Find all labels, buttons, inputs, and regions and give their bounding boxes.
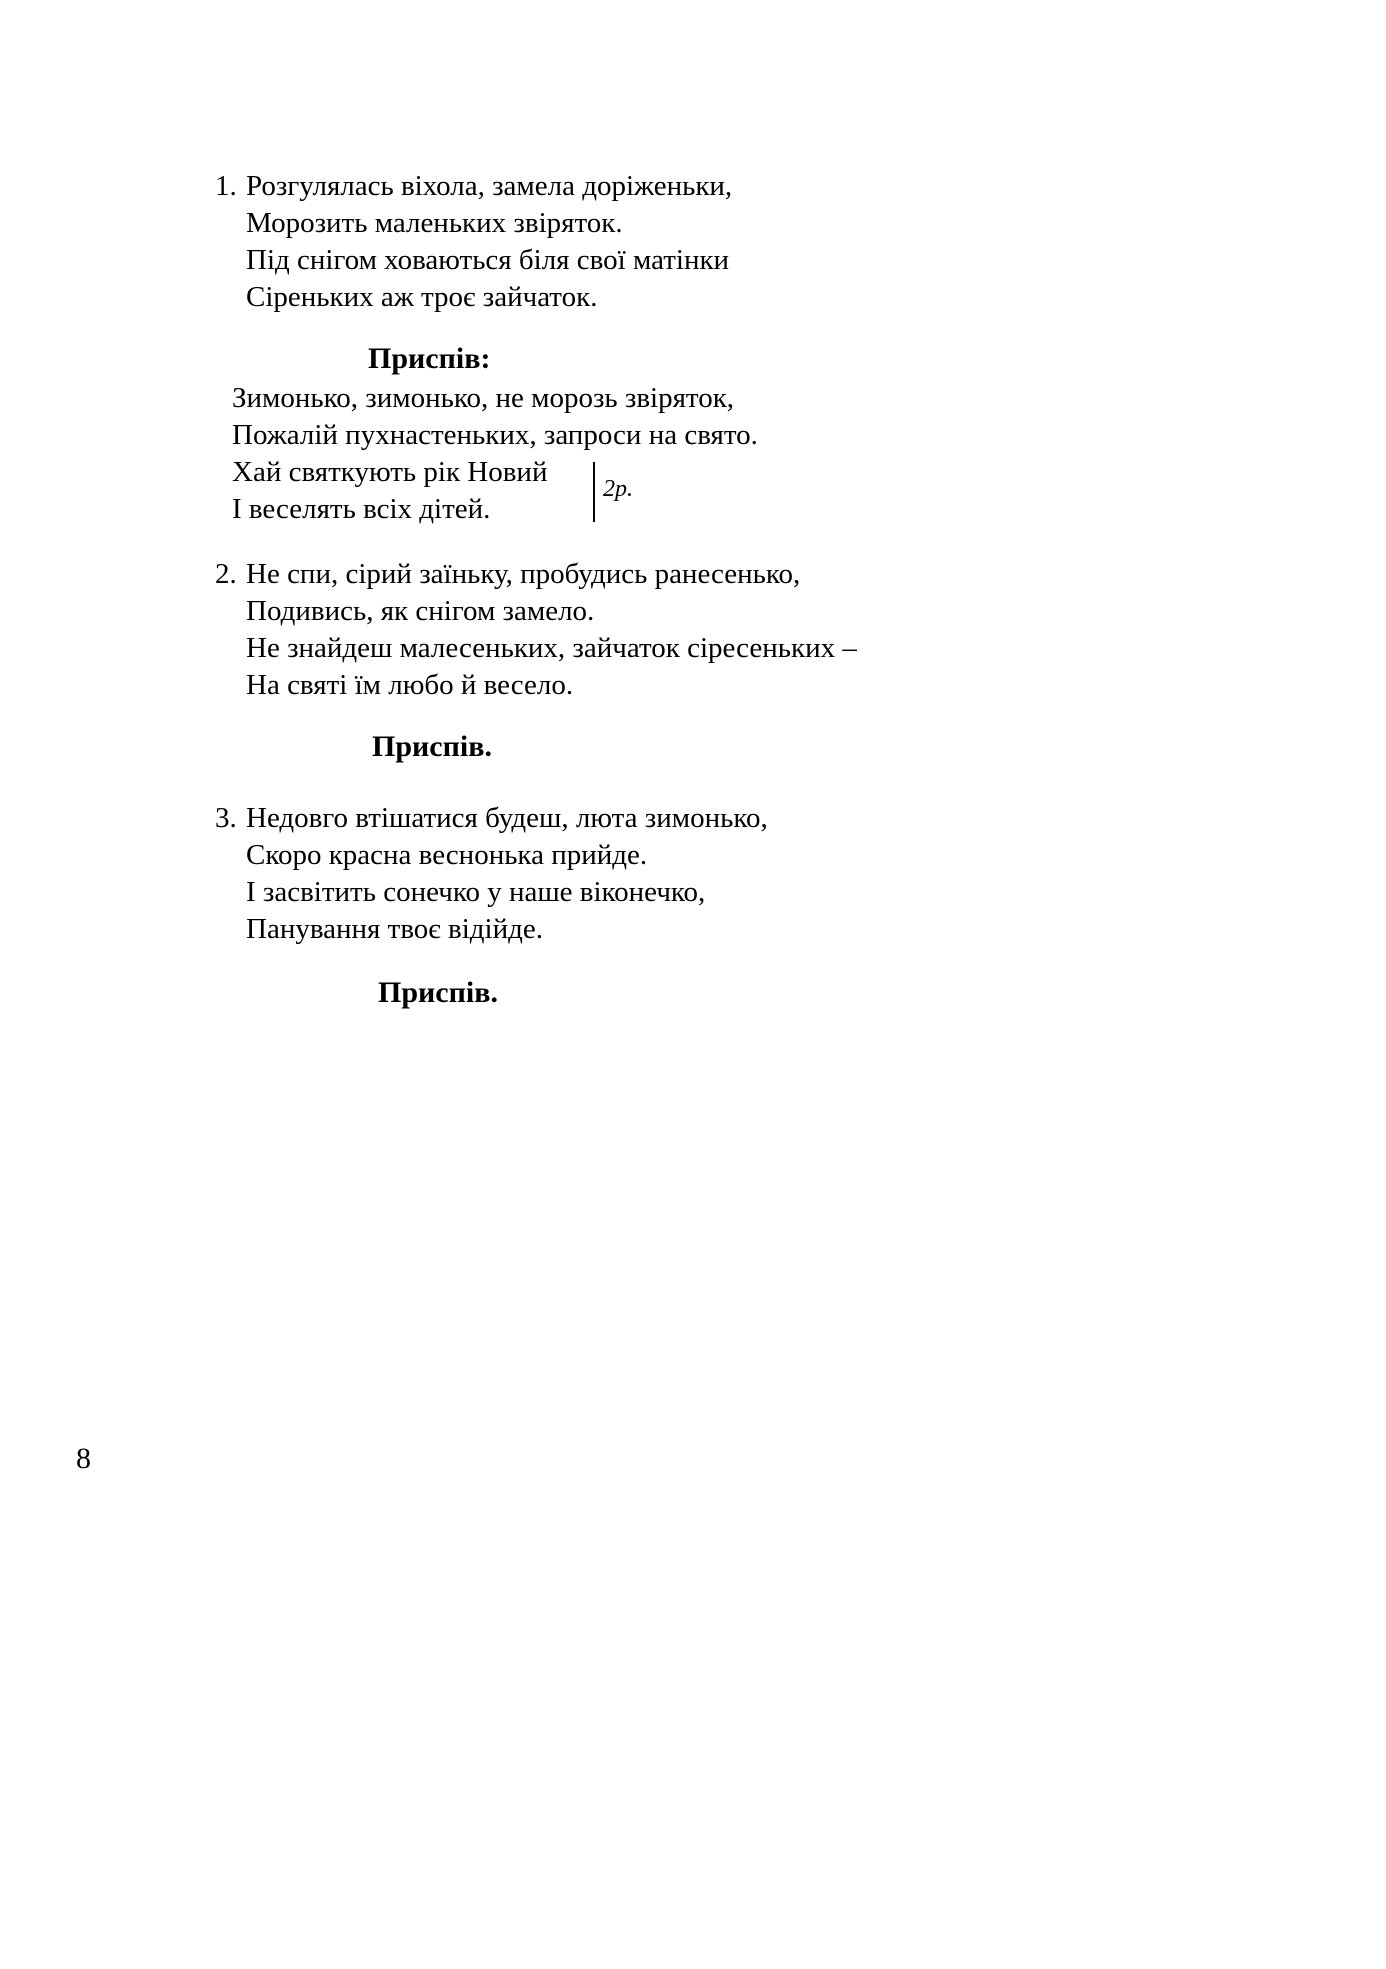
chorus-reference-2: Приспів. (372, 730, 492, 763)
verse-3 (215, 800, 768, 948)
chorus-line: І веселять всіх дітей. (232, 493, 491, 525)
verse-2 (215, 556, 857, 704)
chorus-heading: Приспів: (368, 342, 491, 375)
verse-line: На святі їм любо й весело. (246, 669, 574, 701)
verse-line: Не знайдеш малесеньких, зайчаток сіресеньких – (246, 632, 857, 664)
verse-line: Сіреньких аж троє зайчаток. (246, 281, 598, 313)
verse-1-number: 1. (215, 170, 237, 202)
verse-line: Подивись, як снігом замело. (246, 595, 595, 627)
chorus-line: Пожалій пухнастеньких, запроси на свято. (232, 419, 758, 451)
verse-2-lines (246, 556, 857, 704)
verse-line: Під снігом ховаються біля свої матінки (246, 244, 730, 276)
verse-line: Морозить маленьких звіряток. (246, 207, 623, 239)
page-number: 8 (76, 1442, 91, 1475)
verse-3-number: 3. (215, 802, 237, 834)
verse-1-lines (246, 168, 732, 316)
verse-line: Панування твоє відійде. (246, 913, 543, 945)
verse-2-number: 2. (215, 558, 237, 590)
verse-3-lines (246, 800, 768, 948)
repeat-bar (593, 462, 595, 522)
verse-line: Не спи, сірий заїньку, пробудись ранесенько, (246, 558, 801, 590)
verse-line: Розгулялась віхола, замела доріженьки, (246, 170, 733, 202)
repeat-count-label: 2р. (603, 476, 633, 502)
verse-line: Недовго втішатися будеш, люта зимонько, (246, 802, 768, 834)
chorus-block (232, 380, 758, 528)
verse-1 (215, 168, 732, 316)
chorus-line: Хай святкують рік Новий (232, 456, 548, 488)
chorus-line: Зимонько, зимонько, не морозь звіряток, (232, 382, 735, 414)
verse-line: Скоро красна веснонька прийде. (246, 839, 648, 871)
verse-line: І засвітить сонечко у наше віконечко, (246, 876, 706, 908)
chorus-reference-3: Приспів. (378, 976, 498, 1009)
